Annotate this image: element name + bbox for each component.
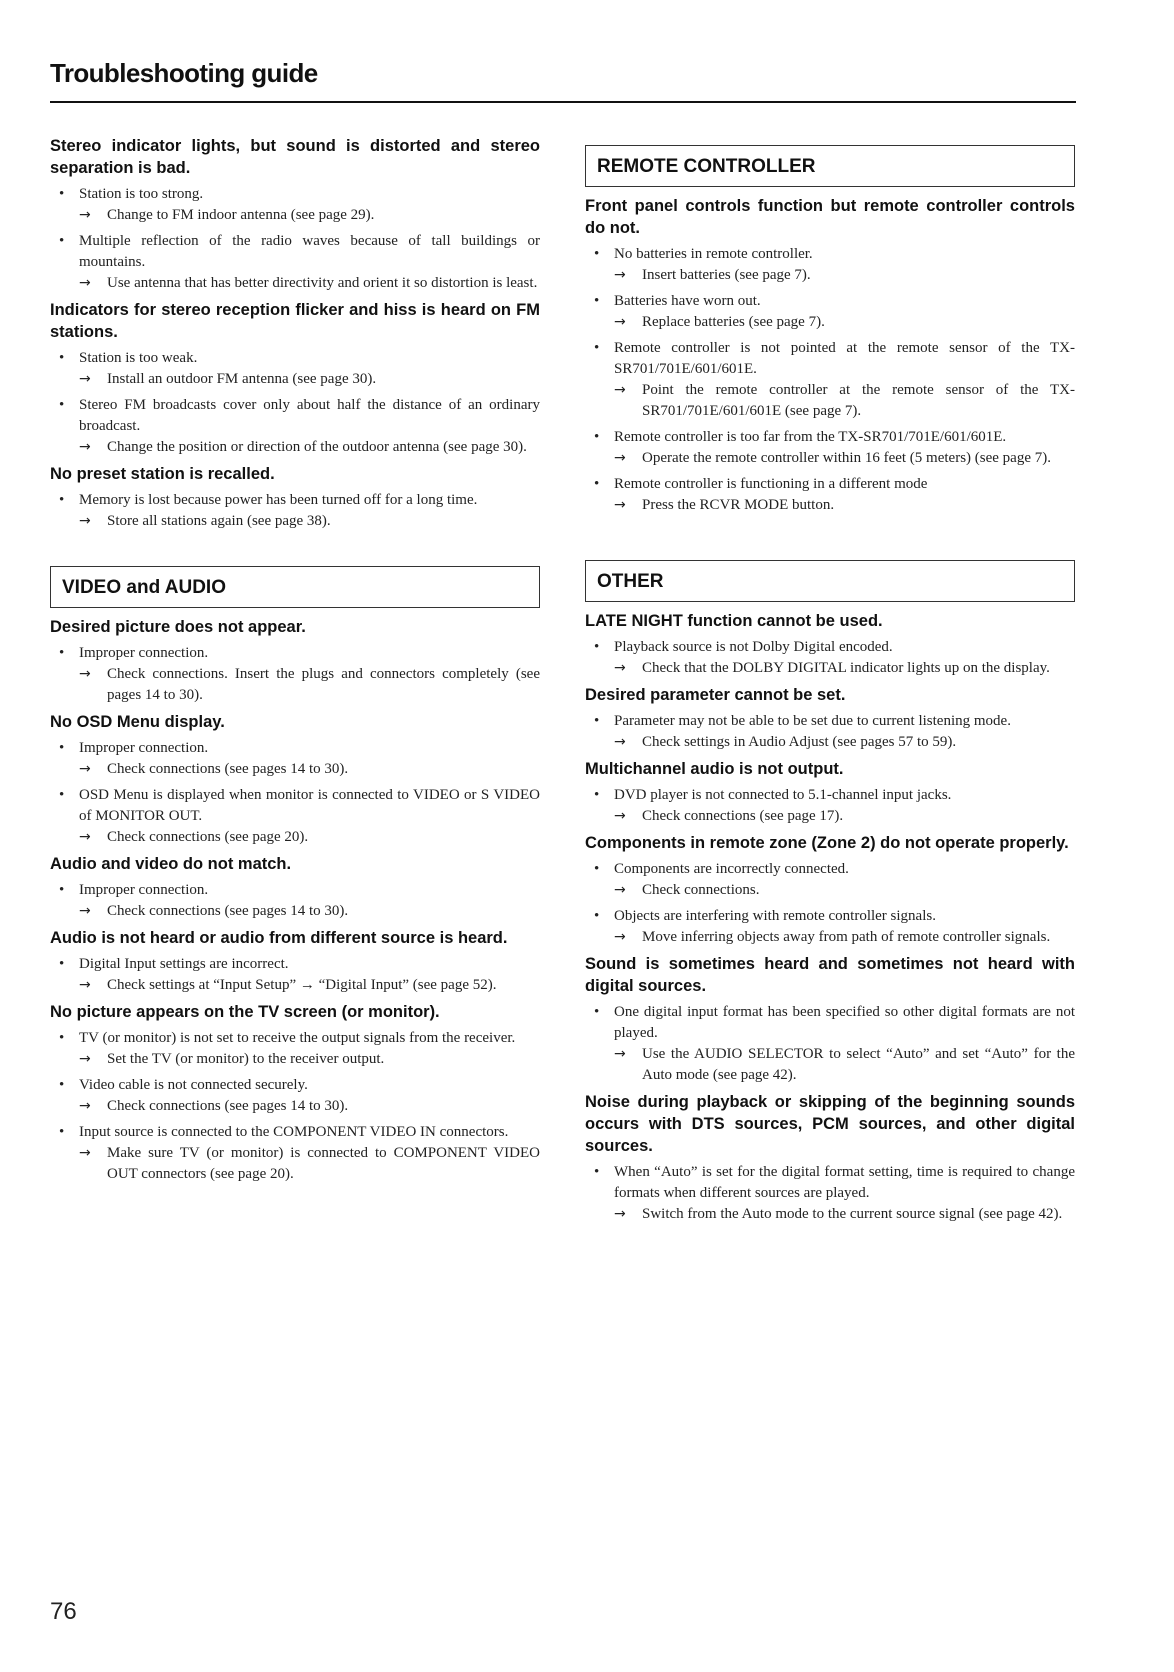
remote-controller-section xyxy=(585,145,1075,516)
troubleshoot-entry xyxy=(50,711,540,848)
page-title: Troubleshooting guide xyxy=(50,58,318,88)
other-section xyxy=(585,560,1075,1225)
remedy-item: → Check connections (see pages 14 to 30). xyxy=(50,759,540,780)
problem-heading: Desired picture does not appear. xyxy=(50,618,306,636)
left-column xyxy=(50,135,540,1185)
cause-item: • Station is too strong. xyxy=(50,184,540,205)
troubleshoot-entry xyxy=(50,927,540,996)
cause-item: • Playback source is not Dolby Digital encoded. xyxy=(585,637,1075,658)
remedy-item: → Store all stations again (see page 38). xyxy=(50,511,540,532)
remedy-item: → Check settings in Audio Adjust (see pages 57 to 59). xyxy=(585,732,1075,753)
remedy-item: → Change to FM indoor antenna (see page 29). xyxy=(50,205,540,226)
remedy-item: → Check connections (see page 20). xyxy=(50,827,540,848)
problem-heading: Multichannel audio is not output. xyxy=(585,760,844,778)
remedy-item: → Insert batteries (see page 7). xyxy=(585,265,1075,286)
troubleshoot-entry xyxy=(585,953,1075,1086)
troubleshoot-entry xyxy=(585,1091,1075,1225)
section-heading-remote-controller: REMOTE CONTROLLER xyxy=(585,145,1075,187)
problem-heading: Sound is sometimes heard and sometimes not heard with digital sources. xyxy=(585,955,1075,995)
cause-item: • Improper connection. xyxy=(50,643,540,664)
cause-item: • Input source is connected to the COMPONENT VIDEO IN connectors. xyxy=(50,1122,540,1143)
troubleshoot-entry xyxy=(585,832,1075,948)
remedy-item: → Check connections (see pages 14 to 30). xyxy=(50,1096,540,1117)
cause-item: • Stereo FM broadcasts cover only about half the distance of an ordinary broadcast. xyxy=(50,395,540,437)
section-heading-video-audio: VIDEO and AUDIO xyxy=(50,566,540,608)
troubleshoot-entry xyxy=(585,195,1075,516)
troubleshoot-entry xyxy=(585,684,1075,753)
page-number: 76 xyxy=(50,1598,77,1625)
remedy-item: → Point the remote controller at the remote sensor of the TX-SR701/701E/601/601E (see page 7). xyxy=(585,380,1075,422)
remedy-item: → Move inferring objects away from path of remote controller signals. xyxy=(585,927,1075,948)
cause-item: • Components are incorrectly connected. xyxy=(585,859,1075,880)
problem-heading: Components in remote zone (Zone 2) do not operate properly. xyxy=(585,834,1069,852)
remedy-item: → Replace batteries (see page 7). xyxy=(585,312,1075,333)
remedy-item: → Check settings at “Input Setup” → “Digital Input” (see page 52). xyxy=(50,975,540,996)
troubleshoot-entry xyxy=(585,610,1075,679)
remedy-item: → Check connections (see pages 14 to 30). xyxy=(50,901,540,922)
remedy-item: → Check connections. xyxy=(585,880,1075,901)
remedy-item: → Install an outdoor FM antenna (see page 30). xyxy=(50,369,540,390)
cause-item: • Improper connection. xyxy=(50,738,540,759)
remedy-item: → Use the AUDIO SELECTOR to select “Auto” and set “Auto” for the Auto mode (see page 42). xyxy=(585,1044,1075,1086)
troubleshoot-entry xyxy=(50,299,540,458)
right-column xyxy=(585,145,1075,1225)
remedy-item: → Operate the remote controller within 16 feet (5 meters) (see page 7). xyxy=(585,448,1075,469)
cause-item: • Station is too weak. xyxy=(50,348,540,369)
problem-heading: Audio and video do not match. xyxy=(50,855,292,873)
troubleshoot-entry xyxy=(50,616,540,706)
troubleshoot-entry xyxy=(50,135,540,294)
problem-heading: Audio is not heard or audio from different source is heard. xyxy=(50,929,508,947)
cause-item: • One digital input format has been specified so other digital formats are not played. xyxy=(585,1002,1075,1044)
problem-heading: Front panel controls function but remote controller controls do not. xyxy=(585,197,1075,237)
remedy-item: → Set the TV (or monitor) to the receiver output. xyxy=(50,1049,540,1070)
problem-heading: LATE NIGHT function cannot be used. xyxy=(585,612,883,630)
troubleshoot-entry xyxy=(50,463,540,532)
remedy-item: → Check that the DOLBY DIGITAL indicator lights up on the display. xyxy=(585,658,1075,679)
tuner-section xyxy=(50,135,540,532)
cause-item: • OSD Menu is displayed when monitor is connected to VIDEO or S VIDEO of MONITOR OUT. xyxy=(50,785,540,827)
remedy-item: → Press the RCVR MODE button. xyxy=(585,495,1075,516)
cause-item: • Batteries have worn out. xyxy=(585,291,1075,312)
cause-item: • TV (or monitor) is not set to receive the output signals from the receiver. xyxy=(50,1028,540,1049)
cause-item: • Multiple reflection of the radio waves because of tall buildings or mountains. xyxy=(50,231,540,273)
cause-item: • Memory is lost because power has been turned off for a long time. xyxy=(50,490,540,511)
remedy-item: → Use antenna that has better directivity and orient it so distortion is least. xyxy=(50,273,540,294)
cause-item: • Remote controller is too far from the TX-SR701/701E/601/601E. xyxy=(585,427,1075,448)
remedy-item: → Check connections (see page 17). xyxy=(585,806,1075,827)
cause-item: • Improper connection. xyxy=(50,880,540,901)
remedy-item: → Make sure TV (or monitor) is connected to COMPONENT VIDEO OUT connectors (see page 20). xyxy=(50,1143,540,1185)
troubleshoot-entry xyxy=(50,1001,540,1185)
problem-heading: No picture appears on the TV screen (or monitor). xyxy=(50,1003,440,1021)
cause-item: • Remote controller is not pointed at the remote sensor of the TX-SR701/701E/601/601E. xyxy=(585,338,1075,380)
cause-item: • Digital Input settings are incorrect. xyxy=(50,954,540,975)
problem-heading: Desired parameter cannot be set. xyxy=(585,686,846,704)
cause-item: • Objects are interfering with remote controller signals. xyxy=(585,906,1075,927)
cause-item: • DVD player is not connected to 5.1-channel input jacks. xyxy=(585,785,1075,806)
problem-heading: Noise during playback or skipping of the beginning sounds occurs with DTS sources, PCM sources, and other digital sources. xyxy=(585,1093,1075,1155)
remedy-item: → Switch from the Auto mode to the current source signal (see page 42). xyxy=(585,1204,1075,1225)
problem-heading: Indicators for stereo reception flicker and hiss is heard on FM stations. xyxy=(50,301,540,341)
video-audio-section xyxy=(50,566,540,1185)
cause-item: • No batteries in remote controller. xyxy=(585,244,1075,265)
problem-heading: No preset station is recalled. xyxy=(50,465,275,483)
cause-item: • Remote controller is functioning in a different mode xyxy=(585,474,1075,495)
title-rule xyxy=(50,101,1076,103)
remedy-item: → Change the position or direction of the outdoor antenna (see page 30). xyxy=(50,437,540,458)
section-heading-other: OTHER xyxy=(585,560,1075,602)
cause-item: • Parameter may not be able to be set due to current listening mode. xyxy=(585,711,1075,732)
remedy-item: → Check connections. Insert the plugs and connectors completely (see pages 14 to 30). xyxy=(50,664,540,706)
problem-heading: Stereo indicator lights, but sound is distorted and stereo separation is bad. xyxy=(50,137,540,177)
troubleshoot-entry xyxy=(585,758,1075,827)
cause-item: • When “Auto” is set for the digital format setting, time is required to change formats when different sources are played. xyxy=(585,1162,1075,1204)
troubleshoot-entry xyxy=(50,853,540,922)
problem-heading: No OSD Menu display. xyxy=(50,713,225,731)
cause-item: • Video cable is not connected securely. xyxy=(50,1075,540,1096)
